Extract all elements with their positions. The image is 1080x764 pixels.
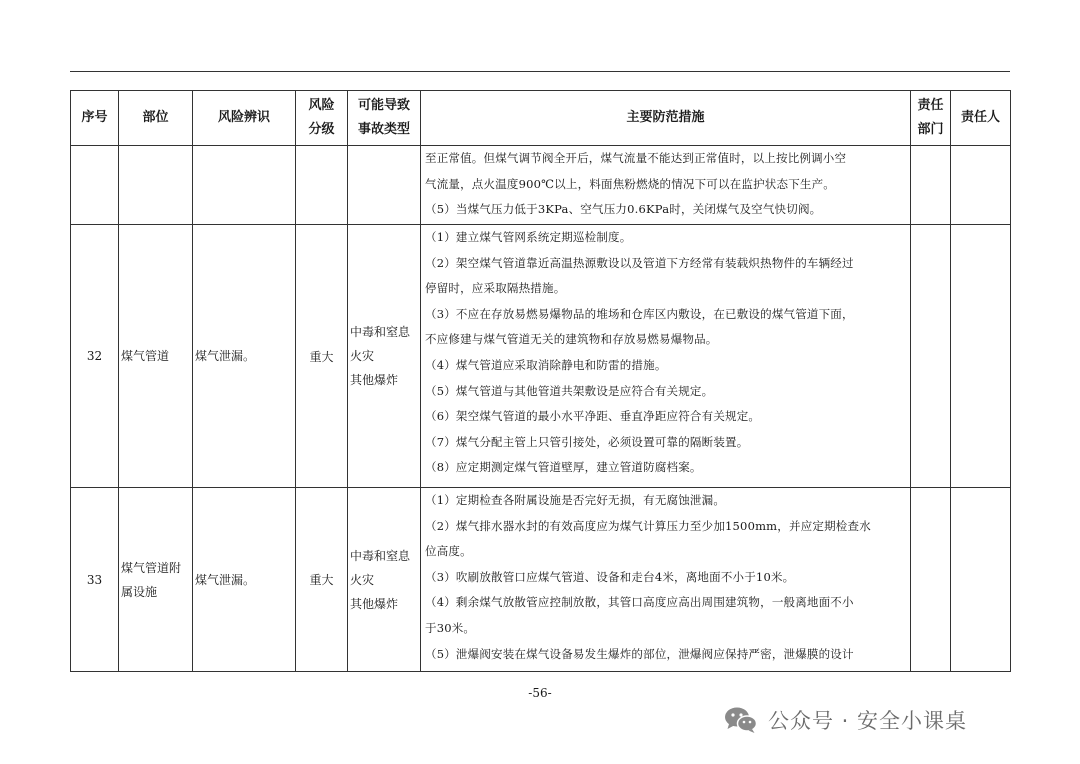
accident-type: 火灾: [350, 349, 375, 363]
cell-no: [71, 146, 119, 225]
cell-measures: [421, 146, 911, 225]
header-accident-line-1: 可能导致: [357, 98, 410, 113]
watermark-text: 公众号 · 安全小课桌: [768, 709, 968, 733]
table-row-32: [71, 225, 1011, 488]
cell-accident: [348, 146, 421, 225]
measure-line: （2）煤气排水器水封的有效高度应为煤气计算压力至少加1500mm，并应定期检查水: [425, 518, 871, 533]
cell-dept: [911, 146, 951, 225]
wechat-icon: [724, 706, 758, 734]
accident-type: 其他爆炸: [350, 373, 399, 387]
cell-dept: [911, 488, 951, 672]
header-person: 责任人: [951, 91, 1011, 146]
table-row-33: [71, 488, 1011, 672]
accident-type: 其他爆炸: [350, 596, 399, 611]
measure-line: 位高度。: [425, 544, 472, 559]
measure-line: （3）不应在存放易燃易爆物品的堆场和仓库区内敷设，在已敷设的煤气管道下面，: [425, 306, 854, 321]
header-part: 部位: [119, 91, 193, 146]
cell-part: [119, 146, 193, 225]
accident-type: 中毒和窒息: [350, 325, 411, 339]
header-level-line-2: 分级: [308, 122, 335, 137]
header-dept-line-2: 部门: [917, 122, 944, 137]
cell-accident: [348, 488, 421, 672]
measure-line: （1）建立煤气管网系统定期巡检制度。: [425, 230, 632, 244]
measure-line: （1）定期检查各附属设施是否完好无损，有无腐蚀泄漏。: [425, 493, 726, 507]
cell-level: [296, 146, 348, 225]
page-number: -56-: [528, 686, 552, 700]
header-level-line-1: 风险: [308, 98, 335, 113]
measure-line: 不应修建与煤气管道无关的建筑物和存放易燃易爆物品。: [425, 332, 718, 347]
measure-line: 于30米。: [425, 620, 476, 635]
measure-line: 停留时，应采取隔热措施。: [425, 281, 566, 296]
cell-part: 煤气管道附属设施: [119, 488, 193, 672]
header-measures: 主要防范措施: [421, 91, 911, 146]
cell-no: 32: [71, 225, 119, 488]
measure-line: （5）泄爆阀安装在煤气设备易发生爆炸的部位，泄爆阀应保持严密，泄爆膜的设计: [425, 646, 854, 661]
header-no: 序号: [71, 91, 119, 146]
cell-part: 煤气管道: [119, 225, 193, 488]
cell-person: [951, 225, 1011, 488]
measure-line: （4）剩余煤气放散管应控制放散，其管口高度应高出周围建筑物，一般离地面不小: [425, 595, 854, 610]
risk-table: [70, 90, 1011, 672]
measure-line: （4）煤气管道应采取消除静电和防雷的措施。: [425, 357, 667, 372]
cell-dept: [911, 225, 951, 488]
header-risk: 风险辨识: [193, 91, 296, 146]
accident-type: 中毒和窒息: [350, 548, 411, 563]
cell-accident: [348, 225, 421, 488]
top-rule: [70, 71, 1010, 72]
measure-line: （7）煤气分配主管上只管引接处，必须设置可靠的隔断装置。: [425, 434, 749, 449]
measure-line: （5）煤气管道与其他管道共架敷设是应符合有关规定。: [425, 383, 714, 398]
cell-measures: [421, 225, 911, 488]
accident-type: 火灾: [350, 572, 375, 587]
measure-line: （2）架空煤气管道靠近高温热源敷设以及管道下方经常有装载炽热物件的车辆经过: [425, 255, 854, 270]
measure-line: 气流量，点火温度900℃以上，料面焦粉燃烧的情况下可以在监护状态下生产。: [425, 176, 836, 191]
measure-line: （3）吹刷放散管口应煤气管道、设备和走台4米，离地面不小于10米。: [425, 569, 795, 584]
header-row: [71, 91, 1011, 146]
cell-measures: [421, 488, 911, 672]
cell-risk: 煤气泄漏。: [193, 225, 296, 488]
header-dept: [911, 91, 951, 146]
measure-line: （6）架空煤气管道的最小水平净距、垂直净距应符合有关规定。: [425, 409, 761, 424]
cell-person: [951, 488, 1011, 672]
header-dept-line-1: 责任: [917, 98, 944, 113]
header-accident: [348, 91, 421, 146]
cell-risk: [193, 146, 296, 225]
cell-person: [951, 146, 1011, 225]
header-accident-line-2: 事故类型: [357, 122, 410, 137]
cell-risk: 煤气泄漏。: [193, 488, 296, 672]
measure-line: （8）应定期测定煤气管道壁厚，建立管道防腐档案。: [425, 460, 702, 475]
header-level: [296, 91, 348, 146]
measure-line: 至正常值。但煤气调节阀全开后，煤气流量不能达到正常值时，以上按比例调小空: [425, 151, 847, 165]
watermark: [724, 702, 967, 738]
cell-level: 重大: [296, 225, 348, 488]
cell-level: 重大: [296, 488, 348, 672]
table-row-continued: [71, 146, 1011, 225]
cell-no: 33: [71, 488, 119, 672]
measure-line: （5）当煤气压力低于3KPa、空气压力0.6KPa时，关闭煤气及空气快切阀。: [425, 202, 822, 217]
